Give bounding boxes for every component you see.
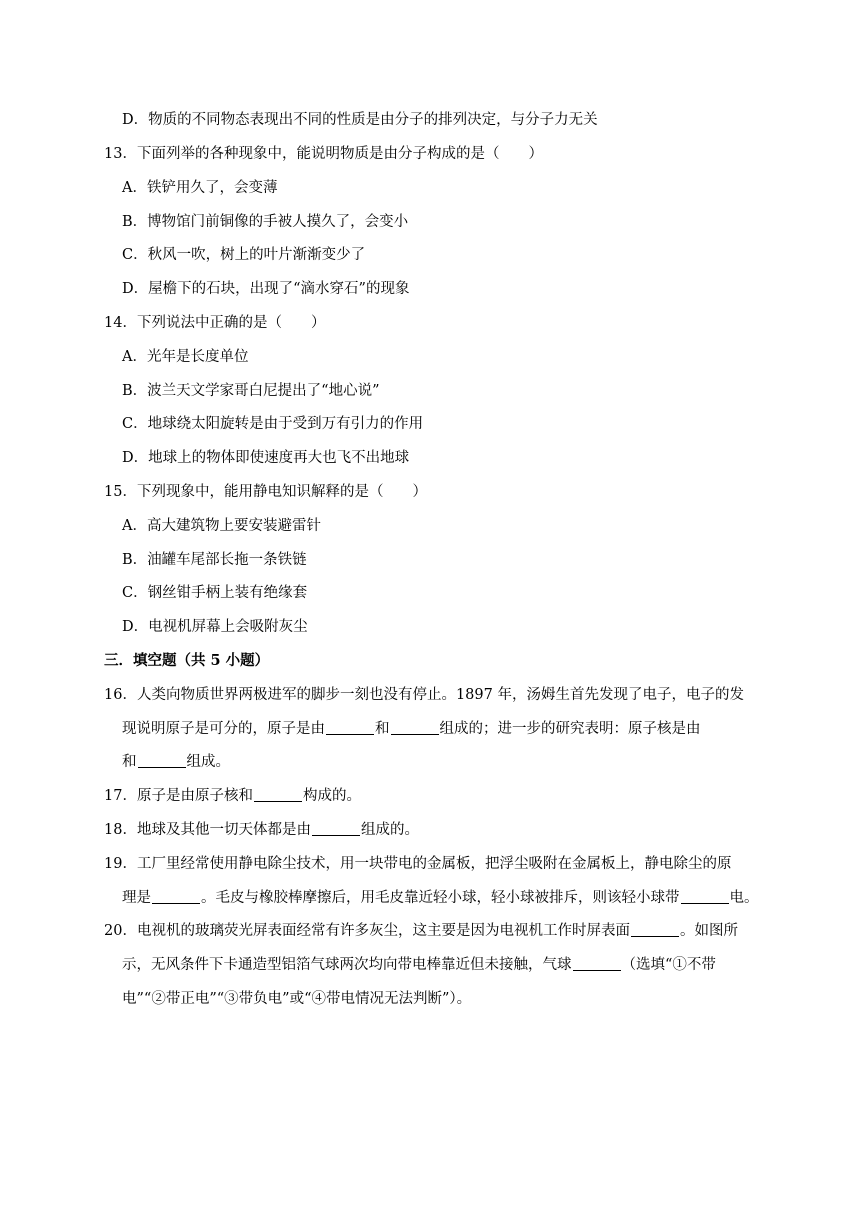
q17-text: 构成的。 bbox=[302, 788, 361, 804]
q20-text: 20．电视机的玻璃荧光屏表面经常有许多灰尘，这主要是因为电视机工作时屏表面 bbox=[104, 923, 630, 939]
q14-option-a: A．光年是长度单位 bbox=[122, 349, 249, 365]
q15-option-a: A．高大建筑物上要安装避雷针 bbox=[122, 518, 321, 534]
q16-line-3 bbox=[122, 752, 230, 772]
answer-blank[interactable] bbox=[138, 753, 186, 768]
answer-blank[interactable] bbox=[681, 889, 729, 904]
q15-option-b: B．油罐车尾部长拖一条铁链 bbox=[122, 552, 307, 568]
q15-option-d: D．电视机屏幕上会吸附灰尘 bbox=[122, 619, 308, 635]
q16-text: 现说明原子是可分的，原子是由 bbox=[122, 721, 325, 737]
q14-option-d: D．地球上的物体即使速度再大也飞不出地球 bbox=[122, 450, 410, 466]
answer-blank[interactable] bbox=[326, 720, 374, 735]
q13-option-d: D．屋檐下的石块，出现了“滴水穿石”的现象 bbox=[122, 281, 410, 297]
q19-text: 。毛皮与橡胶棒摩擦后，用毛皮靠近轻小球，轻小球被排斥，则该轻小球带 bbox=[201, 890, 680, 906]
q20-line-2 bbox=[122, 955, 716, 975]
q18-line bbox=[104, 820, 419, 840]
q20-line-1 bbox=[104, 921, 738, 941]
answer-blank[interactable] bbox=[312, 821, 360, 836]
answer-blank[interactable] bbox=[152, 889, 200, 904]
q16-line-1: 16．人类向物质世界两极进军的脚步一刻也没有停止。1897 年，汤姆生首先发现了电子，电子的发 bbox=[104, 687, 744, 703]
q16-text: 和 bbox=[122, 754, 137, 770]
q16-text: 和 bbox=[375, 721, 390, 737]
q16-text: 组成的；进一步的研究表明：原子核是由 bbox=[439, 721, 701, 737]
q14-stem: 14．下列说法中正确的是（ ） bbox=[104, 315, 326, 331]
q19-line-1: 19．工厂里经常使用静电除尘技术，用一块带电的金属板，把浮尘吸附在金属板上，静电除尘的原 bbox=[104, 856, 732, 872]
q14-option-b: B．波兰天文学家哥白尼提出了“地心说” bbox=[122, 383, 380, 399]
q13-option-c: C．秋风一吹，树上的叶片渐渐变少了 bbox=[122, 247, 366, 263]
q13-option-a: A．铁铲用久了，会变薄 bbox=[122, 180, 278, 196]
q19-text: 理是 bbox=[122, 890, 151, 906]
q17-line bbox=[104, 786, 361, 806]
q18-text: 18．地球及其他一切天体都是由 bbox=[104, 822, 311, 838]
q15-stem: 15．下列现象中，能用静电知识解释的是（ ） bbox=[104, 484, 427, 500]
q12-option-d: D．物质的不同物态表现出不同的性质是由分子的排列决定，与分子力无关 bbox=[122, 112, 598, 128]
q19-line-2 bbox=[122, 888, 759, 908]
q15-option-c: C．钢丝钳手柄上装有绝缘套 bbox=[122, 585, 308, 601]
q20-text: （选填“①不带 bbox=[621, 957, 716, 973]
q18-text: 组成的。 bbox=[360, 822, 419, 838]
q17-text: 17．原子是由原子核和 bbox=[104, 788, 253, 804]
answer-blank[interactable] bbox=[391, 720, 439, 735]
section-heading: 三．填空题（共 5 小题） bbox=[104, 652, 270, 669]
q16-line-2 bbox=[122, 719, 701, 739]
q19-text: 电。 bbox=[729, 890, 759, 906]
answer-blank[interactable] bbox=[573, 956, 621, 971]
q13-option-b: B．博物馆门前铜像的手被人摸久了，会变小 bbox=[122, 214, 409, 230]
q20-line-3: 电”“②带正电”“③带负电”或“④带电情况无法判断”）。 bbox=[122, 991, 472, 1007]
q14-option-c: C．地球绕太阳旋转是由于受到万有引力的作用 bbox=[122, 416, 424, 432]
answer-blank[interactable] bbox=[631, 922, 679, 937]
q16-text: 组成。 bbox=[186, 754, 230, 770]
q13-stem: 13．下面列举的各种现象中，能说明物质是由分子构成的是（ ） bbox=[104, 146, 543, 162]
q20-text: 示，无风条件下卡通造型铝箔气球两次均向带电棒靠近但未接触，气球 bbox=[122, 957, 572, 973]
answer-blank[interactable] bbox=[254, 787, 302, 802]
q20-text: 。如图所 bbox=[679, 923, 738, 939]
